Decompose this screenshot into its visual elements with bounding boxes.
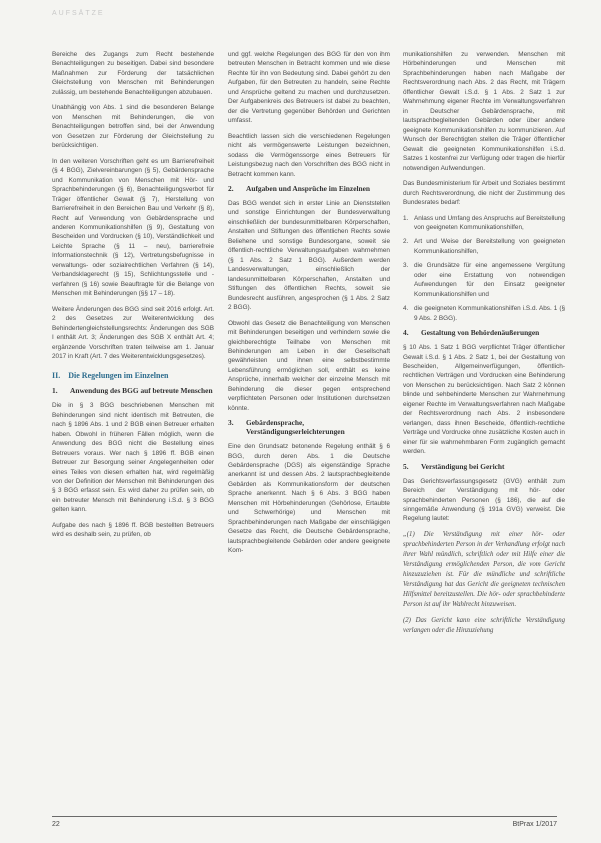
paragraph: Das BGG wendet sich in erster Linie an Dienststellen und sonstige Einrichtungen der Bundesverwaltung einschließlich der bundesunmittelbaren Körperschaften, Anstalten und Stiftungen des öffentlichen Rechts sowie Beliehene und sonstige Bundesorgane, soweit sie öffentlich-rechtliche Verwaltungsaufgaben wahrnehmen (§ 1 Abs. 2 Satz 1 BGG). Außerdem werden Landesverwaltungen, einschließlich der landesunmittelbaren Körperschaften, Anstalten und Stiftungen des öffentlichen Rechts, soweit sie Bundesrecht ausführen, angesprochen (§ 1 Abs. 2 Satz 2 BGG). bbox=[228, 199, 390, 312]
paragraph: Obwohl das Gesetz die Benachteiligung von Menschen mit Behinderungen beseitigen und verhindern sowie die gleichberechtigte Teilhabe von Menschen mit Behinderungen am Leben in der Gesellschaft gewährleisten und ihnen eine selbstbestimmte Lebensführung ermöglichen soll, enthält es keine Ansprüche, innerhalb welcher der einzelne Mensch mit Behinderung die dieser gegen entsprechend verpflichteten Personen oder Institutionen durchsetzen könnte. bbox=[228, 319, 390, 412]
subsection-title: Gebärdensprache, Verständigungserleichterungen bbox=[246, 418, 345, 437]
column-2 bbox=[228, 50, 390, 562]
list-item-text: die geeigneten Kommunikationshilfen i.S.d. Abs. 1 (§ 9 Abs. 2 BGG). bbox=[414, 305, 565, 322]
subsection-heading bbox=[403, 463, 565, 472]
subsection-heading bbox=[228, 419, 390, 437]
paragraph: und ggf. welche Regelungen des BGG für den von ihm betreuten Menschen in Betracht kommen und wie diese Rechte für ihn von Bedeutung sind. Dabei gehört zu den Aufgaben, für den Betreuten zu handeln, seine Rechte und Ansprüche geltend zu machen und durchzusetzen. Der Aufgabenkreis des Betreuers ist dabei zu beachten, der die Vertretung gegenüber Behörden und Gerichten umfasst. bbox=[228, 51, 390, 125]
paragraph: Weitere Änderungen des BGG sind seit 2016 erfolgt. Art. 2 des Gesetzes zur Weiterentwicklung des Behindertengleichstellungsrechts: Änderungen des SGB I enthält Art. 3; Änderungen des SGB X enthält Art. 4; ergänzende Vorschriften traten teilweise am 1. Januar 2017 in Kraft (Art. 7 des Weiterentwicklungsgesetzes). bbox=[52, 305, 214, 361]
subsection-heading bbox=[403, 329, 565, 338]
paragraph: Das Gerichtsverfassungsgesetz (GVG) enthält zum Bereich der Verständigung mit hör- oder sprachbehinderten Personen (§ 186), die auf die sinngemäße Anwendung (§ 191a GVG) verweist. Die Regelung lautet: bbox=[403, 477, 565, 523]
page-number: 22 bbox=[52, 821, 60, 828]
section-number: II. bbox=[52, 370, 61, 380]
list-item bbox=[403, 237, 565, 256]
subsection-title: Verständigung bei Gericht bbox=[421, 461, 505, 471]
paragraph: Bereiche des Zugangs zum Recht bestehende Benachteiligungen zu beseitigen. Dabei sind besondere Maßnahmen zur Förderung der tatsächlichen Gleichstellung von Menschen mit Behinderungen zulässig, um bestehende Benachteiligungen abzubauen. bbox=[52, 51, 214, 96]
paragraph: Beachtlich lassen sich die verschiedenen Regelungen nicht als vermögenswerte Leistungen bezeichnen, sodass die Vermögenssorge eines Betreuers für Leistungsbezug nach den Vorschriften des BGG nicht in Betracht kommen kann. bbox=[228, 132, 390, 178]
list-item bbox=[403, 261, 565, 299]
paragraph: § 10 Abs. 1 Satz 1 BGG verpflichtet Träger öffentlicher Gewalt i.S.d. § 1 Abs. 2 Satz 1, bei der Gestaltung von Bescheiden, Allgemeinverfügungen, öffentlich-rechtlichen Verträgen und Vordrucken eine Behinderung von Menschen zu berücksichtigen. Nach Satz 2 können blinde und sehbehinderte Menschen zur Wahrnehmung eigener Rechte im Verwaltungsverfahren nach Maßgabe der Rechtsverordnung nach Abs. 2 insbesondere verlangen, dass ihnen Bescheide, öffentlich-rechtliche Verträge und Vordrucke ohne zusätzliche Kosten auch in einer für sie wahrnehmbaren Form zugänglich gemacht werden. bbox=[403, 344, 565, 456]
subsection-heading bbox=[228, 185, 390, 194]
subsection-number: 2. bbox=[228, 184, 234, 194]
list-item bbox=[403, 304, 565, 323]
section-title: Die Regelungen im Einzelnen bbox=[68, 370, 169, 380]
column-1 bbox=[52, 50, 214, 546]
paragraph: Eine den Grundsatz betonende Regelung enthält § 6 BGG, durch deren Abs. 1 die Deutsche Gebärdensprache (DGS) als eigenständige Sprache anerkannt ist und dessen Abs. 2 lautsprachbegleitende Gebärden als Kommunikationsform der deutschen Sprache anerkennt. Nach § 6 Abs. 3 BGG haben Menschen mit Hörbehinderungen (Gehörlose, Ertaubte und Schwerhörige) und Menschen mit Sprachbehinderungen nach Maßgabe der einschlägigen Gesetze das Recht, die Deutsche Gebärdensprache, lautsprachbegleitende Gebärden oder andere geeignete Kom- bbox=[228, 443, 390, 555]
paragraph: In den weiteren Vorschriften geht es um Barrierefreiheit (§ 4 BGG), Zielvereinbarungen (§ 5), Gebärdensprache und Kommunikation von Menschen mit Hör- und Sprachbehinderungen (§ 6), Benachteiligungsverbot für Träger öffentlicher Gewalt (§ 7), Herstellung von Barrierefreiheit in den Bereichen Bau und Verkehr (§ 8), Recht auf Verwendung von Gebärdensprache und anderen Kommunikationshilfen (§ 9), Gestaltung von Bescheiden und Vordrucken (§ 10), Verständlichkeit und Leichte Sprache (§ 11 – neu), barrierefreie Informationstechnik (§ 12), Vertretungsbefugnisse in verwaltungs- oder sozialrechtlichen Verfahren (§ 14), Verbandsklagerecht (§ 15), Schlichtungsstelle und -verfahren (§ 16) sowie Beauftragte für die Belange von Menschen mit Behinderungen (§§ 17 – 18). bbox=[52, 157, 214, 298]
paragraph: Aufgabe des nach § 1896 ff. BGB bestellten Betreuers wird es deshalb sein, zu prüfen, ob bbox=[52, 521, 214, 539]
list-item-text: Art und Weise der Bereitstellung von geeigneten Kommunikationshilfen, bbox=[414, 238, 565, 255]
subsection-title: Gestaltung von Behördenäußerungen bbox=[421, 328, 540, 338]
list-item-number: 3. bbox=[403, 262, 409, 270]
subsection-number: 1. bbox=[52, 386, 58, 396]
paragraph: Die in § 3 BGG beschriebenen Menschen mit Behinderungen sind nicht identisch mit Betreuten, die nach § 1896 Abs. 1 und 2 BGB einen Betreuer erhalten haben. Obwohl in früheren Fällen möglich, wenn die Anwendung des BGG nicht die Bestellung eines Betreuers voraus. Wer nach § 1896 ff. BGB einen Betreuer zur Besorgung seiner Angelegenheiten oder eines Teiles von diesen erhalten hat, wird regelmäßig von der Definition der Menschen mit Behinderungen des § 3 BGG erfasst sein. Es wird daher zu prüfen sein, ob ein betreuter Mensch mit Behinderung i.S.d. § 3 BGG gelten kann. bbox=[52, 402, 214, 514]
subsection-heading bbox=[52, 387, 214, 396]
subsection-number: 3. bbox=[228, 418, 234, 428]
list-item-number: 1. bbox=[403, 214, 409, 222]
quote-paragraph: „(1) Die Verständigung mit einer hör- oder sprachbehinderten Person in der Verhandlung erfolgt nach ihrer Wahl mündlich, schriftlich oder mit Hilfe einer die Verständigung ermöglichenden Person, die vom Gericht hinzuzuziehen ist. Für die mündliche und schriftliche Verständigung hat das Gericht die geeigneten technischen Hilfsmittel bereitzustellen. Die hör- oder sprachbehinderte Person ist auf ihr Wahlrecht hinzuweisen. bbox=[403, 530, 565, 609]
paragraph: Das Bundesministerium für Arbeit und Soziales bestimmt durch Rechtsverordnung, die nicht der Zustimmung des Bundesrates bedarf: bbox=[403, 180, 565, 207]
journal-issue: BtPrax 1/2017 bbox=[512, 821, 557, 828]
subsection-title: Aufgaben und Ansprüche im Einzelnen bbox=[246, 184, 371, 194]
quote-paragraph: (2) Das Gericht kann eine schriftliche Verständigung verlangen oder die Hinzuziehung bbox=[403, 617, 565, 635]
column-3 bbox=[403, 50, 565, 642]
list-item-text: Anlass und Umfang des Anspruchs auf Bereitstellung von geeigneten Kommunikationshilfen, bbox=[414, 214, 565, 231]
list-item bbox=[403, 214, 565, 233]
paragraph: munikationshilfen zu verwenden. Menschen mit Hörbehinderungen und Menschen mit Sprachbehinderungen haben nach Maßgabe der Rechtsverordnung nach Abs. 2 das Recht, mit Trägern öffentlicher Gewalt i.S.d. § 1 Abs. 2 Satz 1 zur Wahrnehmung eigener Rechte im Verwaltungsverfahren in Deutscher Gebärdensprache, mit lautsprachbegleitenden Gebärden oder über andere geeignete Kommunikationshilfen zu kommunizieren. Auf Wunsch der Berechtigten stellen die Träger öffentlicher Gewalt die geeigneten Kommunikationshilfen i.S.d. Satzes 1 kostenfrei zur Verfügung oder tragen die hierfür notwendigen Aufwendungen. bbox=[403, 51, 565, 172]
subsection-title: Anwendung des BGG auf betreute Menschen bbox=[70, 386, 213, 396]
list-item-number: 4. bbox=[403, 305, 409, 313]
subsection-number: 4. bbox=[403, 328, 409, 338]
subsection-number: 5. bbox=[403, 461, 409, 471]
section-heading bbox=[52, 370, 214, 382]
running-head: AUFSÄTZE bbox=[52, 10, 105, 17]
page-footer bbox=[52, 816, 557, 828]
paragraph: Unabhängig von Abs. 1 sind die besonderen Belange von Menschen mit Behinderungen, die von Benachteiligungen betroffen sind, bei der Anwendung von Gesetzen zur Förderung der Gleichstellung zu berücksichtigen. bbox=[52, 104, 214, 150]
list-item-number: 2. bbox=[403, 238, 409, 246]
list-item-text: die Grundsätze für eine angemessene Vergütung oder eine Erstattung von notwendigen Aufwendungen für den Einsatz geeigneter Kommunikationshilfen und bbox=[414, 262, 565, 298]
